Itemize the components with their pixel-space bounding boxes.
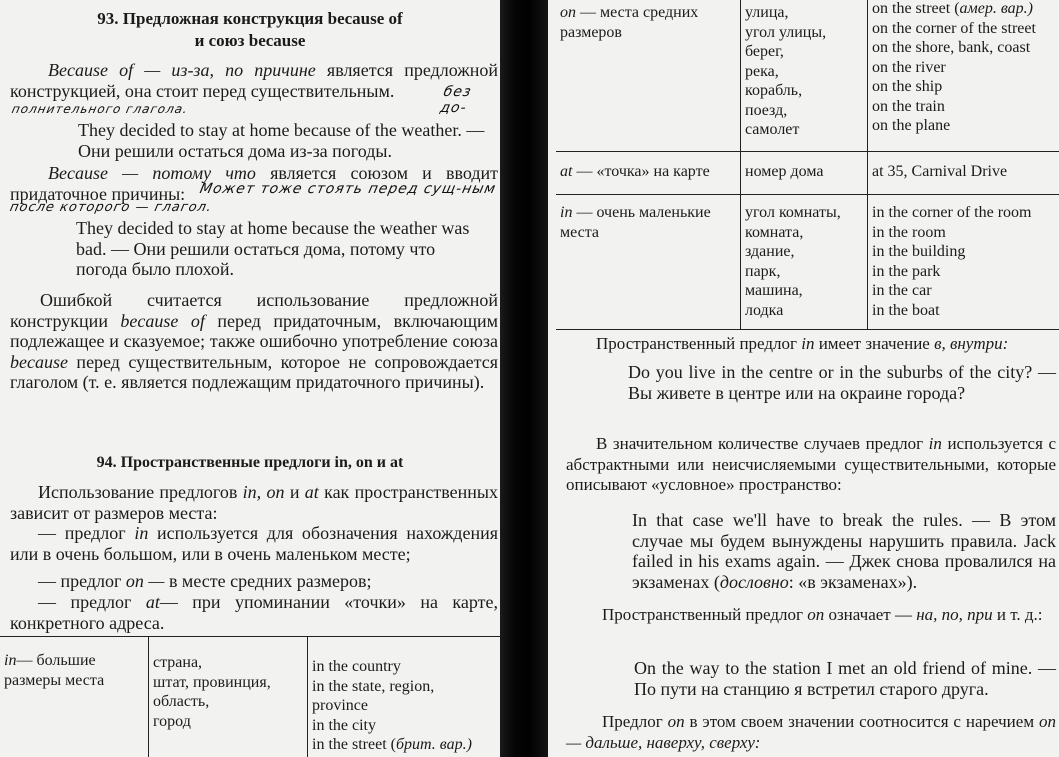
table-row [556, 152, 1059, 195]
right-page [548, 0, 1059, 757]
example-in-abstract: In that case we'll have to break the rules. — В этом случае мы будем вынуждены нарушить правила. Jack failed in his exams again. — Джек снова провалился на экзаменах (дословно: «в экзаменах»). [632, 510, 1056, 592]
table-cell-examples: at 35, Carnival Drive [868, 152, 1059, 195]
bullet-on: — предлог on — в месте средних размеров; [38, 571, 372, 591]
example-in-centre: Do you live in the centre or in the suburbs of the city? — Вы живете в центре или на окраине города? [628, 362, 1056, 403]
because-definition: Because — потому что является союзом и вводит придаточное причины: [10, 163, 498, 204]
table-cell-places: улица, угол улицы, берег, река, корабль, поезд, самолет [741, 0, 868, 152]
table-cell-places: страна, штат, провинция, область, город [149, 637, 308, 757]
handwritten-note-1a: без до- [438, 84, 474, 116]
book-spine-shadow [500, 0, 548, 757]
section-93-title: 93. Предложная конструкция because of и союз because [97, 9, 403, 50]
prepositions-table-medium-small [556, 0, 1059, 330]
table-cell-examples: in the corner of the room in the room in the building in the park in the car in the boat [868, 195, 1059, 330]
table-row [556, 0, 1059, 152]
on-meaning-paragraph: Пространственный предлог on означает — на, по, при и т. д.: [602, 605, 1043, 624]
example-because: They decided to stay at home because the weather was bad. — Они решили остаться дома, потому что погода было плохой. [76, 218, 470, 279]
error-note-paragraph: Ошибкой считается использование предложной конструкции because of перед придаточным, включающим подлежащее и сказуемое; также ошибочно употребление союза because перед существительным, которое не сопровождается глаголом (т. е. является подлежащим придаточного причины). [10, 290, 498, 392]
table-cell-examples: in the country in the state, region, province in the city in the street (брит. вар.) [308, 637, 501, 757]
table-cell-preposition: at — «точка» на карте [556, 152, 741, 195]
example-because-of: They decided to stay at home because of the weather. — Они решили остаться дома из-за погоды. [78, 120, 485, 161]
example-on-way: On the way to the station I met an old friend of mine. — По пути на станцию я встретил старого друга. [634, 658, 1056, 699]
abstract-in-paragraph: В значительном количестве случаев предлог in используется с абстрактными или неисчисляемыми существительными, которые описывают «условное» пространство: [566, 434, 1056, 494]
handwritten-note-2b: после которого — глагол. [8, 200, 214, 215]
on-adverb-paragraph: Предлог on в этом своем значении соотносится с наречием on — дальше, наверху, сверху: [566, 712, 1056, 752]
section-94-title: 94. Пространственные предлоги in, on и at [96, 454, 404, 471]
table-row [556, 195, 1059, 330]
table-row [0, 637, 500, 757]
prepositions-table-large [0, 636, 500, 757]
table-cell-places: угол комнаты, комната, здание, парк, машина, лодка [741, 195, 868, 330]
table-cell-preposition: in— большие размеры места [4, 652, 105, 689]
bullet-at: — предлог at— при упоминании «точки» на карте, конкретного адреса. [10, 592, 498, 633]
because-of-definition: Because of — из-за, по причине является предложной конструкцией, она стоит перед существительным. [10, 60, 498, 101]
bullet-in: — предлог in используется для обозначения нахождения или в очень большом, или в очень маленьком месте; [10, 523, 498, 564]
table-cell-examples: on the street (амер. вар.) on the corner of the street on the shore, bank, coast on the river on the ship on the train on the plane [868, 0, 1059, 152]
table-cell-places: номер дома [741, 152, 868, 195]
handwritten-note-1b: полнительного глагола. [10, 102, 190, 116]
prepositions-intro: Использование предлогов in, on и at как пространственных зависит от размеров места: [10, 482, 498, 523]
left-page [0, 0, 500, 757]
table-cell-preposition: in — очень маленькие места [556, 195, 741, 330]
in-meaning-paragraph: Пространственный предлог in имеет значение в, внутри: [596, 334, 1009, 353]
handwritten-note-2a: Может тоже стоять перед сущ-ным [198, 181, 498, 197]
table-cell-preposition: on — места средних размеров [556, 0, 741, 152]
